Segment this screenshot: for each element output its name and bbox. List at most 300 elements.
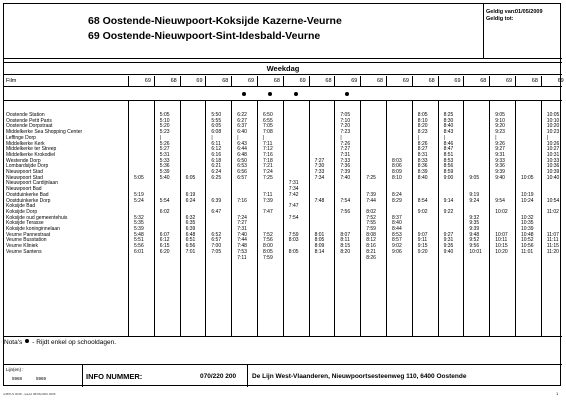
departure-time: 10:15 — [495, 243, 508, 250]
column-divider — [180, 76, 181, 87]
line-number: 68 — [428, 78, 435, 84]
departure-time: 6:39 — [211, 197, 222, 204]
departure-time: 8:24 — [392, 191, 402, 198]
departure-time: | — [211, 134, 213, 141]
column-divider — [541, 101, 542, 337]
line-number: 68 — [480, 78, 487, 84]
departure-time: 6:05 — [185, 174, 196, 181]
column-divider — [334, 101, 335, 337]
departure-time: 6:50 — [263, 112, 273, 118]
column-divider — [386, 76, 387, 87]
departure-time: 10:24 — [521, 197, 534, 204]
departure-time: 10:01 — [469, 248, 482, 255]
column-divider — [180, 101, 181, 337]
departure-time: 7:56 — [263, 237, 273, 244]
column-divider — [283, 101, 284, 337]
departure-time: 10:20 — [546, 123, 560, 130]
departure-time: 11:11 — [546, 237, 559, 244]
departure-time: 9:52 — [469, 237, 480, 244]
timetable-body — [4, 101, 562, 337]
departure-time: 6:37 — [237, 123, 247, 130]
line-number: 69 — [299, 78, 306, 84]
departure-time: 8:03 — [392, 157, 402, 164]
column-divider — [231, 76, 232, 87]
film-row — [4, 76, 562, 87]
departure-time: 8:51 — [443, 151, 454, 158]
departure-time: 8:27 — [417, 146, 428, 153]
departure-time: 7:27 — [314, 157, 325, 164]
departure-time: 6:18 — [211, 157, 222, 164]
stop-name: Koksijde oud gemeentehuis — [6, 214, 68, 221]
departure-time: 6:35 — [185, 220, 196, 227]
line-number: 69 — [196, 78, 203, 84]
stop-name: Veurne Kliniek — [6, 243, 38, 250]
departure-time: 6:11 — [211, 140, 221, 147]
column-divider — [489, 76, 490, 87]
departure-time: 8:33 — [417, 157, 428, 164]
departure-time: 10:26 — [546, 140, 560, 147]
departure-time: 7:44 — [237, 237, 247, 244]
departure-time: 6:02 — [159, 208, 170, 215]
departure-time: 6:39 — [185, 226, 196, 232]
departure-time: 7:25 — [366, 174, 376, 181]
departure-time: 10:19 — [521, 191, 534, 198]
departure-time: 5:40 — [159, 174, 170, 181]
departure-time: 5:48 — [134, 231, 144, 238]
departure-time: 10:27 — [546, 146, 560, 153]
departure-time: 10:32 — [521, 214, 534, 221]
departure-time: 8:40 — [392, 220, 402, 227]
column-divider — [309, 101, 310, 337]
departure-time: 6:56 — [237, 169, 247, 175]
departure-time: 8:20 — [417, 123, 428, 130]
stop-name: Koksijde Bad — [6, 203, 36, 210]
departure-time: 7:34 — [288, 186, 299, 193]
departure-time: 5:54 — [159, 197, 170, 204]
column-divider — [257, 101, 258, 337]
departure-time: 8:57 — [392, 237, 402, 244]
departure-time: 6:57 — [237, 174, 247, 181]
departure-time: 8:05 — [288, 248, 299, 255]
column-divider — [386, 101, 387, 337]
departure-time: 5:39 — [134, 226, 144, 232]
stop-name: Oostende Petit Paris — [6, 117, 52, 124]
departure-time: 5:51 — [134, 237, 144, 244]
footer — [4, 364, 562, 386]
departure-time: 7:55 — [366, 220, 376, 227]
departure-time: 7:11 — [237, 254, 247, 261]
departure-time: 11:02 — [546, 208, 559, 215]
departure-time: 7:24 — [237, 214, 247, 221]
departure-time: 8:26 — [366, 254, 376, 261]
departure-time: 7:40 — [237, 231, 247, 238]
departure-time: 7:39 — [366, 191, 376, 198]
geldig-tot-label: Geldig tot: — [486, 16, 514, 22]
departure-time: 8:01 — [314, 231, 325, 238]
note-label: Nota's — [4, 339, 23, 346]
departure-time: 7:33 — [314, 169, 325, 175]
departure-time: 8:14 — [314, 248, 325, 255]
column-divider — [154, 76, 155, 87]
departure-time: 7:21 — [263, 163, 273, 170]
departure-time: 7:52 — [366, 214, 376, 221]
departure-time: 9:20 — [495, 123, 505, 130]
departure-time: 9:27 — [495, 146, 505, 153]
departure-time: 8:11 — [340, 237, 350, 244]
departure-time: 9:39 — [469, 226, 480, 232]
departure-time: | — [546, 134, 549, 141]
departure-time: 8:05 — [263, 248, 273, 255]
departure-time: 7:05 — [211, 248, 222, 255]
column-divider — [515, 76, 516, 87]
departure-time: 6:24 — [185, 197, 196, 204]
departure-time: 8:00 — [263, 243, 273, 250]
company-address: De Lijn West-Vlaanderen, Nieuwpoortsesteenweg 110, 6400 Oostende — [252, 373, 467, 380]
stop-name: Nieuwpoort Cardijnlaan — [6, 180, 58, 187]
column-divider — [283, 76, 284, 87]
column-divider — [205, 76, 206, 87]
departure-time: 10:40 — [546, 174, 560, 181]
column-divider — [309, 76, 310, 87]
departure-time: 9:06 — [392, 248, 402, 255]
departure-time: 5:24 — [134, 197, 144, 204]
departure-time: 7:53 — [237, 248, 247, 255]
departure-time: 6:55 — [263, 117, 273, 124]
departure-time: 6:07 — [159, 231, 170, 238]
column-divider — [412, 101, 413, 337]
stop-name: Oostduinkerke Bad — [6, 191, 49, 198]
column-divider — [489, 101, 490, 337]
departure-time: 9:22 — [443, 208, 454, 215]
stop-name: Leffinge Dorp — [6, 134, 36, 141]
stop-name: Oostende Station — [6, 112, 45, 118]
departure-time: 9:35 — [443, 243, 454, 250]
departure-time: | — [237, 134, 239, 141]
departure-time: 5:27 — [159, 146, 170, 153]
line-number: 69 — [506, 78, 513, 84]
departure-time: 6:53 — [237, 163, 247, 170]
departure-time: 8:40 — [417, 174, 428, 181]
departure-time: 10:48 — [521, 231, 534, 238]
departure-time: 7:59 — [263, 254, 273, 261]
lijnen-label: Lijn(en) : — [6, 367, 24, 372]
departure-time: 8:15 — [340, 243, 351, 250]
departure-time: 9:56 — [469, 243, 480, 250]
departure-time: 8:59 — [443, 169, 454, 175]
departure-time: 5:36 — [159, 163, 170, 170]
departure-time: 7:47 — [263, 208, 273, 215]
departure-time: 9:24 — [469, 197, 480, 204]
column-divider — [515, 101, 516, 337]
stop-name: Nieuwpoort Bad — [6, 186, 42, 193]
departure-time: 7:40 — [340, 174, 351, 181]
departure-time: 8:39 — [417, 169, 428, 175]
departure-time: 9:40 — [443, 248, 454, 255]
school-day-dot-icon — [25, 339, 29, 343]
stop-name: Middelkerke Sea Shopping Center — [6, 129, 83, 136]
line-number: 69 — [557, 78, 564, 84]
lijn-5968: 5968 — [12, 376, 23, 381]
departure-time: 7:27 — [237, 220, 247, 227]
departure-time: 7:39 — [263, 197, 273, 204]
departure-time: 8:47 — [443, 146, 454, 153]
departure-time: 7:16 — [263, 151, 273, 158]
departure-time: 8:08 — [366, 231, 376, 238]
stop-name: Middelkerke ter Streep — [6, 146, 57, 153]
departure-time: 6:24 — [211, 169, 222, 175]
stop-name: Oostduinkerke Dorp — [6, 197, 51, 204]
stop-name: Oostende Dorpstraat — [6, 123, 53, 130]
departure-time: 11:07 — [546, 231, 559, 238]
line-number: 68 — [325, 78, 332, 84]
departure-time: 8:46 — [443, 140, 454, 147]
departure-time: 11:20 — [546, 248, 559, 255]
route-title-68: 68 Oostende-Nieuwpoort-Koksijde Kazerne-Veurne — [88, 15, 342, 27]
column-divider — [231, 101, 232, 337]
departure-time: 7:56 — [340, 208, 351, 215]
departure-time: | — [340, 134, 342, 141]
departure-time: 10:11 — [495, 237, 508, 244]
departure-time: 5:35 — [134, 220, 144, 227]
departure-time: 9:48 — [469, 231, 480, 238]
departure-time: 10:39 — [546, 169, 560, 175]
departure-time: 6:12 — [211, 146, 222, 153]
stop-name: Middelkerke Krokodiel — [6, 151, 56, 158]
departure-time: 9:05 — [495, 112, 505, 118]
school-day-dot-icon — [345, 92, 349, 96]
departure-time: 9:32 — [469, 214, 480, 221]
departure-time: 8:40 — [443, 123, 454, 130]
departure-time: 9:33 — [495, 157, 505, 164]
departure-time: 10:56 — [521, 243, 534, 250]
departure-time: 7:01 — [185, 248, 196, 255]
departure-time: 10:39 — [521, 226, 534, 232]
column-divider — [154, 101, 155, 337]
school-day-dot-icon — [242, 92, 246, 96]
column-divider — [541, 76, 542, 87]
stop-name: Koksijde koninginnelaan — [6, 226, 60, 232]
departure-time: 8:44 — [392, 226, 402, 232]
departure-time: 8:36 — [417, 163, 428, 170]
column-divider — [205, 101, 206, 337]
departure-time: 7:11 — [263, 191, 273, 198]
departure-time: 9:40 — [495, 174, 505, 181]
departure-time: 9:07 — [417, 231, 428, 238]
departure-time: 7:34 — [314, 174, 325, 181]
stop-name: Nieuwpoort Stad — [6, 174, 43, 181]
departure-time: 5:23 — [159, 129, 170, 136]
departure-time: | — [443, 134, 445, 141]
lijn-5969: 5969 — [36, 376, 47, 381]
departure-time: 8:25 — [443, 112, 454, 118]
section-title: Weekdag — [4, 62, 562, 75]
info-number: 070/220 200 — [200, 373, 237, 380]
departure-time: 8:37 — [392, 214, 402, 221]
departure-time: | — [495, 134, 497, 141]
print-code: A4BTLS.0048 - ipaA4 08/06/2009 0008 — [3, 392, 56, 396]
departure-time: 7:59 — [366, 226, 376, 232]
departure-time: 5:10 — [159, 117, 170, 124]
departure-time: 7:31 — [237, 226, 247, 232]
school-day-dot-icon — [268, 92, 272, 96]
departure-time: 7:27 — [340, 146, 351, 153]
column-divider — [438, 101, 439, 337]
departure-time: 6:50 — [237, 157, 247, 164]
departure-time: 7:05 — [263, 123, 273, 130]
route-title-69: 69 Oostende-Nieuwpoort-Sint-Idesbald-Veurne — [88, 30, 321, 42]
line-number: 68 — [273, 78, 280, 84]
departure-time: 7:33 — [340, 157, 351, 164]
departure-time: 10:07 — [495, 231, 508, 238]
departure-time: 9:35 — [469, 220, 480, 227]
timetable-frame — [3, 3, 564, 386]
departure-time: 6:57 — [211, 237, 222, 244]
departure-time: | — [417, 134, 420, 141]
departure-time: 10:23 — [546, 129, 560, 136]
departure-time: 10:33 — [546, 157, 560, 164]
stop-name: Lombardsijde Dorp — [6, 163, 49, 170]
departure-time: 8:54 — [417, 197, 428, 204]
departure-time: 9:31 — [495, 151, 505, 158]
departure-time: 6:40 — [237, 129, 247, 136]
line-number: 68 — [531, 78, 538, 84]
stop-name: Koksijde Dorp — [6, 208, 38, 215]
school-day-row — [4, 87, 562, 101]
departure-time: 8:53 — [443, 157, 454, 164]
departure-time: 5:50 — [211, 112, 222, 118]
column-divider — [463, 76, 464, 87]
departure-time: 8:31 — [417, 151, 428, 158]
departure-time: 9:14 — [443, 197, 454, 204]
departure-time: 8:23 — [417, 129, 428, 136]
column-divider — [128, 76, 129, 87]
departure-time: 6:20 — [159, 248, 170, 255]
departure-time: 7:52 — [263, 231, 273, 238]
film-label: Film — [6, 78, 17, 84]
column-divider — [438, 76, 439, 87]
lijnen-box — [4, 365, 83, 387]
departure-time: 8:05 — [417, 112, 428, 118]
school-day-dot-icon — [294, 92, 298, 96]
departure-time: 9:36 — [495, 163, 505, 170]
departure-time: 6:48 — [237, 151, 247, 158]
departure-time: 7:20 — [340, 123, 351, 130]
departure-time: 6:08 — [211, 129, 222, 136]
departure-time: 9:19 — [469, 191, 480, 198]
departure-time: 8:03 — [288, 237, 299, 244]
departure-time: 7:30 — [314, 163, 325, 170]
departure-time: 8:09 — [392, 169, 402, 175]
stop-name: Veurne Pannestraat — [6, 231, 51, 238]
departure-time: 7:54 — [288, 214, 299, 221]
departure-time: 6:12 — [159, 237, 170, 244]
departure-time: 5:39 — [159, 169, 170, 175]
departure-time: 6:16 — [211, 151, 222, 158]
line-number: 69 — [144, 78, 151, 84]
note-line — [4, 339, 116, 346]
departure-time: 7:16 — [237, 197, 247, 204]
departure-time: 9:10 — [495, 117, 505, 124]
departure-time: 7:00 — [211, 243, 222, 250]
departure-time: 8:02 — [366, 208, 376, 215]
departure-time: 7:31 — [288, 180, 299, 187]
departure-time: 8:07 — [340, 231, 351, 238]
departure-time: 5:05 — [159, 112, 170, 118]
departure-time: 9:02 — [417, 208, 428, 215]
departure-time: | — [159, 134, 162, 141]
note-text: - Rijdt enkel op schooldagen. — [32, 339, 117, 346]
departure-time: 5:05 — [134, 174, 144, 181]
departure-time: 9:23 — [495, 129, 505, 136]
departure-time: 7:12 — [263, 146, 273, 153]
stop-name: Koksijde Terasse — [6, 220, 44, 227]
stop-name: Westende Dorp — [6, 157, 41, 164]
line-number: 69 — [248, 78, 255, 84]
departure-time: 11:15 — [546, 243, 559, 250]
departure-time: 8:21 — [366, 248, 376, 255]
departure-time: 9:11 — [417, 237, 428, 244]
departure-time: 10:31 — [546, 151, 560, 158]
departure-time: 5:32 — [134, 214, 144, 221]
departure-time: | — [263, 134, 265, 141]
departure-time: 7:05 — [340, 112, 351, 118]
departure-time: 6:43 — [237, 140, 247, 147]
departure-time: 7:26 — [340, 140, 351, 147]
departure-time: 6:15 — [159, 243, 170, 250]
departure-time: 9:26 — [495, 140, 505, 147]
departure-time: 8:10 — [417, 117, 428, 124]
column-divider — [334, 76, 335, 87]
departure-time: 5:31 — [159, 151, 170, 158]
departure-time: 6:01 — [134, 248, 144, 255]
departure-time: 8:16 — [366, 243, 376, 250]
departure-time: 8:09 — [314, 243, 325, 250]
departure-time: 6:05 — [211, 123, 222, 130]
departure-time: 7:25 — [263, 174, 273, 181]
departure-time: 8:10 — [392, 174, 402, 181]
departure-time: 8:53 — [392, 231, 402, 238]
departure-time: 6:52 — [211, 231, 222, 238]
departure-time: 7:54 — [340, 197, 351, 204]
departure-time: 6:48 — [185, 231, 196, 238]
stop-name: Nieuwpoort Stad — [6, 169, 43, 175]
departure-time: 8:56 — [443, 163, 454, 170]
departure-time: 9:20 — [417, 248, 428, 255]
departure-time: 10:05 — [521, 174, 534, 181]
departure-time: 6:56 — [185, 243, 196, 250]
departure-time: 8:29 — [392, 197, 402, 204]
departure-time: 6:27 — [237, 117, 247, 124]
footer-divider — [247, 365, 248, 387]
departure-time: 10:52 — [521, 237, 534, 244]
departure-time: 7:18 — [263, 157, 273, 164]
departure-time: 7:48 — [237, 243, 247, 250]
column-divider — [128, 101, 129, 337]
departure-time: 6:51 — [185, 237, 196, 244]
departure-time: 5:56 — [134, 243, 144, 250]
departure-time: 6:25 — [211, 174, 222, 181]
line-number: 68 — [170, 78, 177, 84]
departure-time: 7:24 — [263, 169, 273, 175]
stop-name: Middelkerke Kerk — [6, 140, 45, 147]
departure-time: 9:05 — [469, 174, 480, 181]
departure-time: 10:10 — [546, 117, 560, 124]
departure-time: 9:15 — [417, 243, 428, 250]
departure-time: 10:35 — [521, 220, 534, 227]
departure-time: 10:36 — [546, 163, 560, 170]
departure-time: 6:22 — [237, 112, 247, 118]
column-divider — [360, 76, 361, 87]
